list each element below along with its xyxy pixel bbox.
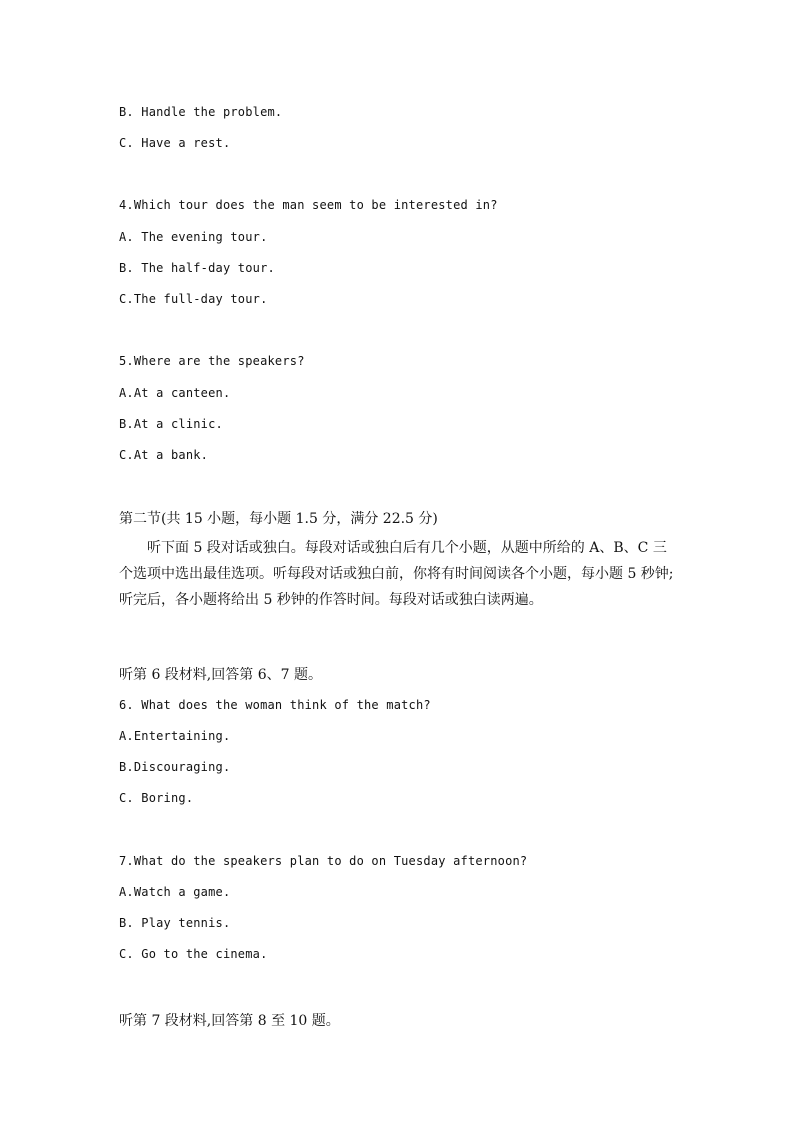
option-q5-a: A.At a canteen.	[119, 386, 231, 400]
question-7: 7.What do the speakers plan to do on Tuesday afternoon?	[119, 854, 528, 868]
option-q5-c: C.At a bank.	[119, 448, 209, 462]
option-q6-c: C. Boring.	[119, 791, 194, 805]
option-q3-c: C. Have a rest.	[119, 136, 231, 150]
question-6: 6. What does the woman think of the match?	[119, 698, 431, 712]
option-q4-a: A. The evening tour.	[119, 230, 268, 244]
question-4: 4.Which tour does the man seem to be interested in?	[119, 198, 498, 212]
section-heading: 第二节(共 15 小题，每小题 1.5 分，满分 22.5 分)	[119, 511, 438, 527]
section-instructions: 听下面 5 段对话或独白。每段对话或独白后有几个小题，从题中所给的 A、B、C 三个选项中选出最佳选项。听每段对话或独白前，你将有时间阅读各个小题，每小题 5 秒钟;听完后，各小题将给出 5 秒钟的作答时间。每段对话或独白读两遍。	[119, 540, 674, 608]
material-7-heading: 听第 7 段材料,回答第 8 至 10 题。	[119, 1013, 340, 1029]
option-q7-b: B. Play tennis.	[119, 916, 231, 930]
option-q7-c: C. Go to the cinema.	[119, 947, 268, 961]
option-q4-c: C.The full-day tour.	[119, 292, 268, 306]
option-q3-b: B. Handle the problem.	[119, 105, 283, 119]
option-q6-a: A.Entertaining.	[119, 729, 231, 743]
option-q4-b: B. The half-day tour.	[119, 261, 275, 275]
option-q5-b: B.At a clinic.	[119, 417, 223, 431]
option-q6-b: B.Discouraging.	[119, 760, 231, 774]
material-6-heading: 听第 6 段材料,回答第 6、7 题。	[119, 667, 322, 683]
option-q7-a: A.Watch a game.	[119, 885, 231, 899]
question-5: 5.Where are the speakers?	[119, 354, 305, 368]
